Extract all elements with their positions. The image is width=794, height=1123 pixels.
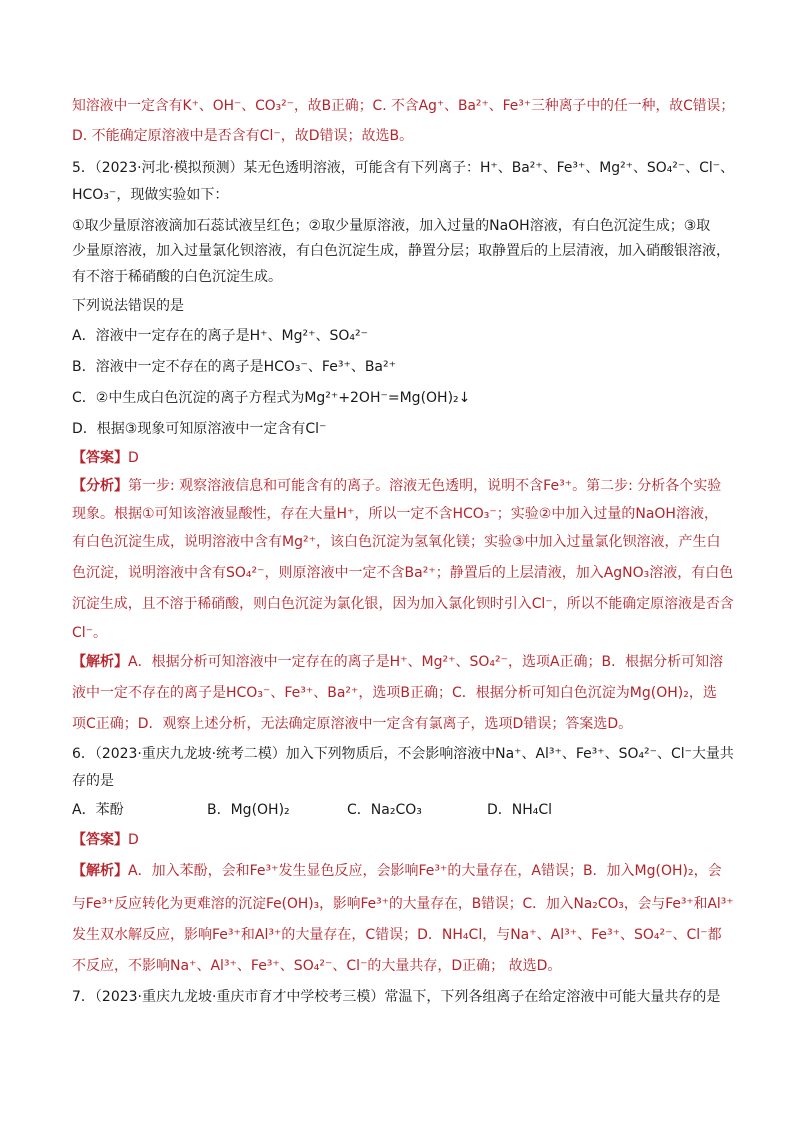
q5-answer-value: D — [128, 450, 139, 466]
q6-stem-line-2: 存的是 — [72, 773, 114, 789]
q6-answer-value: D — [128, 832, 139, 848]
q6-stem-line-1: 6．（2023·重庆九龙坡·统考二模）加入下列物质后，不会影响溶液中Na⁺、Al³⁺、Fe³⁺、SO₄²⁻、Cl⁻大量共 — [72, 746, 734, 762]
q6-options-row — [72, 799, 552, 821]
q5-experiment-line-3: 有不溶于稀硝酸的白色沉淀生成。 — [72, 269, 282, 285]
q5-stem-line-2: HCO₃⁻，现做实验如下： — [72, 187, 229, 203]
q6-option-a: A．苯酚 — [72, 802, 124, 818]
q5-analysis-line-6: Cl⁻。 — [72, 625, 108, 641]
q5-solution-tag: 【解析】 — [72, 654, 128, 670]
q7-stem-line-1: 7．（2023·重庆九龙坡·重庆市育才中学校考三模）常温下，下列各组离子在给定溶液中可能大量共存的是 — [72, 989, 721, 1005]
q5-answer-line — [72, 447, 139, 469]
q6-solution-line-1 — [72, 860, 722, 882]
q5-analysis-line-2: 现象。根据①可知该溶液显酸性，存在大量H⁺，所以一定不含HCO₃⁻；实验②中加入过量的NaOH溶液， — [72, 506, 718, 522]
q6-solution-tag: 【解析】 — [72, 863, 128, 879]
q5-analysis-line-3: 有白色沉淀生成，说明溶液中含有Mg²⁺，该白色沉淀为氢氧化镁；实验③中加入过量氯化钡溶液，产生白 — [72, 534, 721, 550]
q6-solution-text-1: A．加入苯酚，会和Fe³⁺发生显色反应，会影响Fe³⁺的大量存在，A错误；B．加入Mg(OH)₂，会 — [128, 863, 722, 879]
q6-answer-tag: 【答案】 — [72, 832, 128, 848]
q5-option-b: B．溶液中一定不存在的离子是HCO₃⁻、Fe³⁺、Ba²⁺ — [72, 359, 397, 375]
q6-option-b: B．Mg(OH)₂ — [207, 802, 290, 818]
q5-analysis-line-4: 色沉淀，说明溶液中含有SO₄²⁻，则原溶液中一定不含Ba²⁺；静置后的上层清液，加入AgNO₃溶液，有白色 — [72, 565, 734, 581]
q6-option-c: C．Na₂CO₃ — [347, 802, 422, 818]
q6-solution-line-4: 不反应，不影响Na⁺、Al³⁺、Fe³⁺、SO₄²⁻、Cl⁻的大量共存，D正确； 故选D。 — [72, 958, 562, 974]
q5-solution-line-1 — [72, 651, 723, 673]
q5-analysis-line-5: 沉淀生成，且不溶于稀硝酸，则白色沉淀为氯化银，因为加入氯化钡时引入Cl⁻，所以不能确定原溶液是否含 — [72, 596, 734, 612]
q5-question: 下列说法错误的是 — [72, 298, 184, 314]
prev-answer-line-1: 知溶液中一定含有K⁺、OH⁻、CO₃²⁻，故B正确；C. 不含Ag⁺、Ba²⁺、Fe³⁺三种离子中的任一种，故C错误； — [72, 98, 735, 114]
q5-analysis-text-1: 第一步: 观察溶液信息和可能含有的离子。溶液无色透明，说明不含Fe³⁺。第二步: 分析各个实验 — [128, 478, 722, 494]
q5-analysis-line-1 — [72, 475, 721, 497]
q5-stem-line-1: 5．（2023·河北·模拟预测）某无色透明溶液，可能含有下列离子：H⁺、Ba²⁺、Fe³⁺、Mg²⁺、SO₄²⁻、Cl⁻、 — [72, 160, 734, 176]
q5-solution-line-3: 项C正确；D．观察上述分析，无法确定原溶液中一定含有氯离子，选项D错误；答案选D。 — [72, 716, 633, 732]
q5-experiment-line-1: ①取少量原溶液滴加石蕊试液呈红色；②取少量原溶液，加入过量的NaOH溶液，有白色沉淀生成；③取 — [72, 218, 711, 234]
q5-experiment-line-2: 少量原溶液，加入过量氯化钡溶液，有白色沉淀生成，静置分层；取静置后的上层清液，加入硝酸银溶液， — [72, 243, 730, 259]
q6-solution-line-2: 与Fe³⁺反应转化为更难溶的沉淀Fe(OH)₃，影响Fe³⁺的大量存在，B错误；C．加入Na₂CO₃，会与Fe³⁺和Al³⁺ — [72, 896, 734, 912]
q6-answer-line — [72, 829, 139, 851]
prev-answer-line-2: D. 不能确定原溶液中是否含有Cl⁻，故D错误；故选B。 — [72, 128, 414, 144]
q5-analysis-tag: 【分析】 — [72, 478, 128, 494]
q5-option-d: D．根据③现象可知原溶液中一定含有Cl⁻ — [72, 421, 327, 437]
q5-solution-text-1: A．根据分析可知溶液中一定存在的离子是H⁺、Mg²⁺、SO₄²⁻，选项A正确；B．根据分析可知溶 — [128, 654, 724, 670]
q5-solution-line-2: 液中一定不存在的离子是HCO₃⁻、Fe³⁺、Ba²⁺，选项B正确；C．根据分析可知白色沉淀为Mg(OH)₂，选 — [72, 685, 717, 701]
q5-option-c: C．②中生成白色沉淀的离子方程式为Mg²⁺+2OH⁻=Mg(OH)₂↓ — [72, 390, 471, 406]
q6-solution-line-3: 发生双水解反应，影响Fe³⁺和Al³⁺的大量存在，C错误；D．NH₄Cl，与Na⁺、Al³⁺、Fe³⁺、SO₄²⁻、Cl⁻都 — [72, 927, 722, 943]
q5-option-a: A．溶液中一定存在的离子是H⁺、Mg²⁺、SO₄²⁻ — [72, 328, 368, 344]
q5-answer-tag: 【答案】 — [72, 450, 128, 466]
q6-option-d: D．NH₄Cl — [487, 802, 553, 818]
